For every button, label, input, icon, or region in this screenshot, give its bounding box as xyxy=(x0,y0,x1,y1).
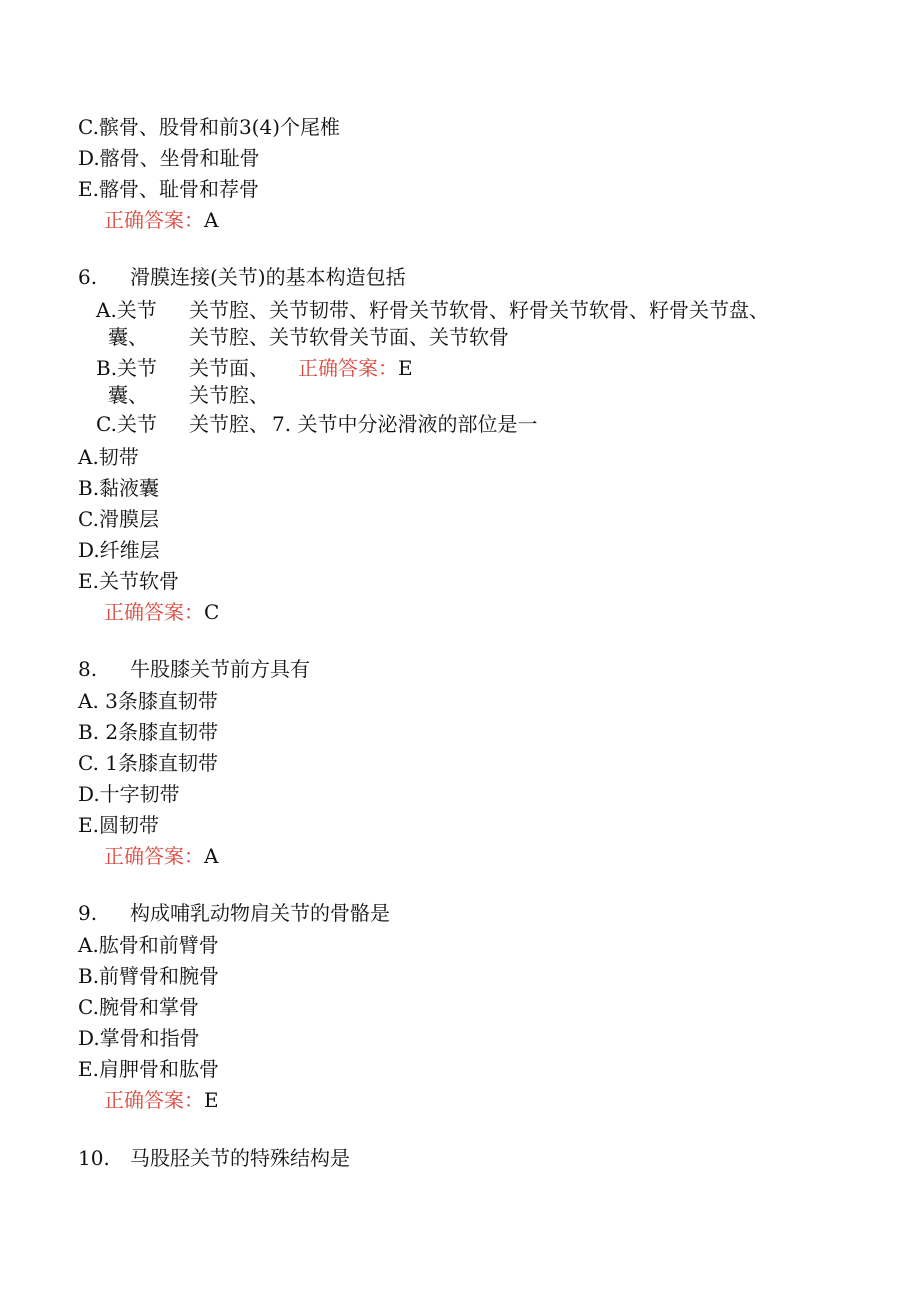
q9-option-b: B.前臂骨和腕骨 xyxy=(78,964,220,988)
q9-answer xyxy=(104,1088,219,1112)
answer-label: 正确答案： xyxy=(104,1088,204,1112)
answer-value: A xyxy=(204,208,219,232)
answer-value: A xyxy=(204,844,219,868)
q7-option-a: A.韧带 xyxy=(78,445,139,469)
q9-option-c: C.腕骨和掌骨 xyxy=(78,995,199,1019)
q6-c-label: C.关节 xyxy=(96,412,157,436)
q6-b-label: B.关节 xyxy=(96,356,158,380)
q6-b-text-2: 关节腔、 xyxy=(189,383,269,407)
q6-answer xyxy=(298,356,413,380)
q6-question: 滑膜连接(关节)的基本构造包括 xyxy=(130,265,406,289)
answer-label: 正确答案： xyxy=(104,600,204,624)
q6-a-text-2: 关节腔、关节软骨关节面、关节软骨 xyxy=(189,325,509,349)
q9-option-e: E.肩胛骨和肱骨 xyxy=(78,1057,219,1081)
q9-number: 9. xyxy=(78,901,98,925)
q6-a-text-1: 关节腔、关节韧带、籽骨关节软骨、籽骨关节软骨、籽骨关节盘、 xyxy=(189,298,769,322)
q5-answer xyxy=(104,208,218,232)
q6-b-label-2: 囊、 xyxy=(108,383,148,407)
q5-option-e: E.髂骨、耻骨和荐骨 xyxy=(78,177,259,201)
answer-label: 正确答案： xyxy=(298,356,398,380)
q6-a-label: A.关节 xyxy=(96,298,157,322)
q8-question: 牛股膝关节前方具有 xyxy=(130,657,310,681)
q6-b-text-1: 关节面、 xyxy=(189,356,269,380)
q8-option-c: C. 1条膝直韧带 xyxy=(78,751,219,775)
q6-c-text-1: 关节腔、 xyxy=(189,412,269,436)
answer-label: 正确答案： xyxy=(104,208,204,232)
answer-value: E xyxy=(204,1088,219,1112)
q9-option-a: A.肱骨和前臂骨 xyxy=(78,933,219,957)
q6-a-label-2: 囊、 xyxy=(108,325,148,349)
q9-option-d: D.掌骨和指骨 xyxy=(78,1026,200,1050)
q10-question: 马股胫关节的特殊结构是 xyxy=(130,1146,350,1170)
q5-option-d: D.髂骨、坐骨和耻骨 xyxy=(78,146,260,170)
q8-number: 8. xyxy=(78,657,98,681)
q7-option-e: E.关节软骨 xyxy=(78,569,179,593)
q6-number: 6. xyxy=(78,265,98,289)
q5-option-c: C.髌骨、股骨和前3(4)个尾椎 xyxy=(78,115,341,139)
answer-label: 正确答案： xyxy=(104,844,204,868)
q7-answer xyxy=(104,600,219,624)
q7-option-b: B.黏液囊 xyxy=(78,476,160,500)
q9-question: 构成哺乳动物肩关节的骨骼是 xyxy=(130,901,390,925)
q10-number: 10. xyxy=(78,1146,110,1170)
q7-question: 7. 关节中分泌滑液的部位是一 xyxy=(272,412,538,436)
answer-value: C xyxy=(204,600,220,624)
q7-option-d: D.纤维层 xyxy=(78,538,160,562)
q7-option-c: C.滑膜层 xyxy=(78,507,159,531)
q8-answer xyxy=(104,844,218,868)
q8-option-a: A. 3条膝直韧带 xyxy=(78,689,218,713)
q8-option-b: B. 2条膝直韧带 xyxy=(78,720,219,744)
q8-option-e: E.圆韧带 xyxy=(78,813,159,837)
answer-value: E xyxy=(398,356,413,380)
q8-option-d: D.十字韧带 xyxy=(78,782,180,806)
